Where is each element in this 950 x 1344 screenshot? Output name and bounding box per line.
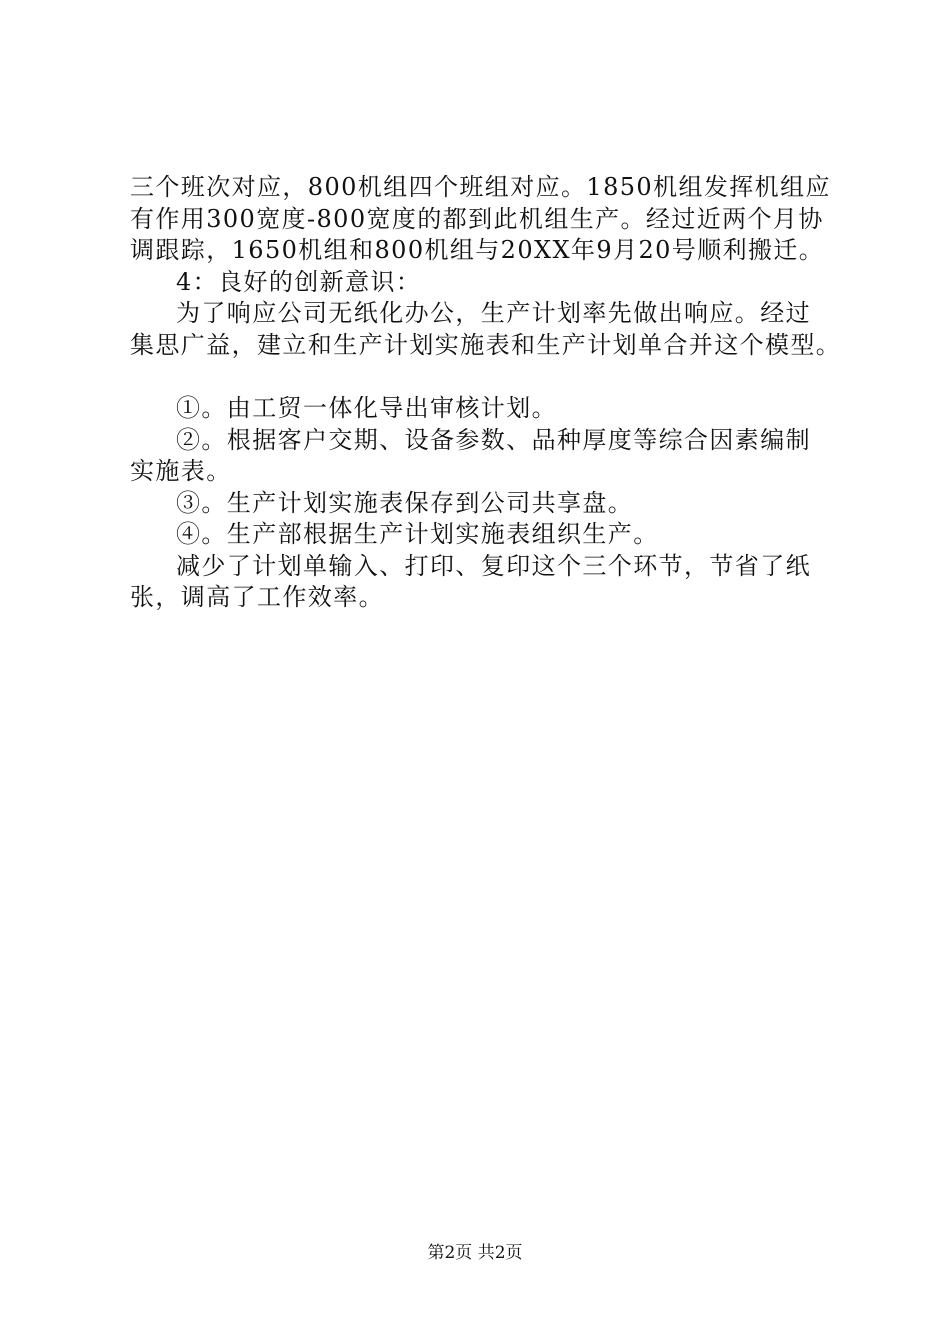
paragraph-line: 集思广益，建立和生产计划实施表和生产计划单合并这个模型。 [130,330,842,359]
paragraph-line: 张，调高了工作效率。 [130,583,384,611]
blank-line [130,361,832,393]
paragraph-line: 三个班次对应，800机组四个班组对应。1850机组发挥机组应 [130,173,831,201]
page-footer: 第2页 共2页 [427,1243,523,1263]
list-item: ④。生产部根据生产计划实施表组织生产。 [176,520,659,548]
paragraph-line: 调跟踪，1650机组和800机组与20XX年9月20号顺利搬迁。 [130,236,825,264]
section-heading: 4：良好的创新意识： [176,267,422,296]
list-item: ①。由工贸一体化导出审核计划。 [176,394,557,422]
list-item: ③。生产计划实施表保存到公司共享盘。 [176,488,634,517]
list-item: ②。根据客户交期、设备参数、品种厚度等综合因素编制 [176,425,811,454]
paragraph-line: 减少了计划单输入、打印、复印这个三个环节，节省了纸 [176,551,811,580]
paragraph-line: 有作用300宽度-800宽度的都到此机组生产。经过近两个月协 [130,204,824,233]
list-item-continuation: 实施表。 [130,457,232,485]
paragraph-line: 为了响应公司无纸化办公，生产计划率先做出响应。经过 [176,299,811,327]
document-body [130,172,842,614]
